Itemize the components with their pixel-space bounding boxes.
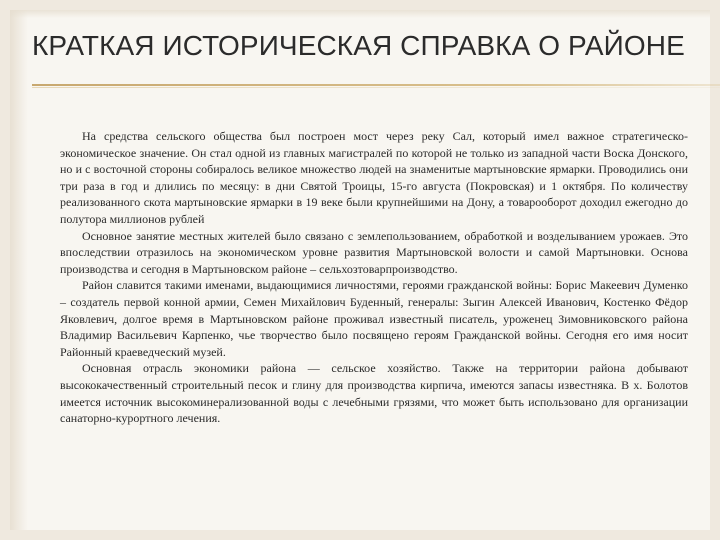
body-text [60, 128, 688, 427]
paragraph-notable-people: Район славится такими именами, выдающимися личностями, героями гражданской войны: Борис Макеевич Думенко – создатель первой конной армии, Семен Михайлович Буденный, генералы: Зыгин Алексей Иванович, Костенко Фёдор Яковлевич, долгое время в Мартыновском районе проживал известный писатель, уроженец Зимовниковского района Владимир Васильевич Карпенко, чье творчество было посвящено героям Гражданской войны. Сегодня его имя носит Районный краеведческий музей. [60, 278, 688, 359]
title-underline [32, 84, 720, 86]
paragraph-economy: Основная отрасль экономики района — сельское хозяйство. Также на территории района добывают высококачественный строительный песок и глину для производства кирпича, имеются запасы известняка. В х. Болотов имеется источник высокоминерализованной воды с лечебными грязями, что может быть использовано для организации санаторно-курортного лечения. [60, 361, 688, 426]
paragraph-agriculture: Основное занятие местных жителей было связано с землепользованием, обработкой и возделыванием урожаев. Это впоследствии отразилось на экономическом уровне развития Мартыновской волости и самой Мартыновки. Основа производства и сегодня в Мартыновском районе – сельхозтоварпроизводство. [60, 228, 688, 276]
title-underline-secondary [32, 87, 720, 88]
left-shade [10, 10, 28, 530]
slide-title: КРАТКАЯ ИСТОРИЧЕСКАЯ СПРАВКА О РАЙОНЕ [32, 30, 685, 61]
top-shade [10, 10, 710, 18]
paragraph-bridge: На средства сельского общества был построен мост через реку Сал, который имел важное стратегическо-экономическое значение. Он стал одной из главных магистралей по которой не только из западной части Воска Донского, но и с восточной стороны собиралось великое множество людей на знаменитые мартыновские ярмарки. Проводились они три раза в год и длились по месяцу: в дни Святой Троицы, 15-го августа (Покровская) и 1 октября. По количеству реализованного скота мартыновские ярмарки в 19 веке были крупнейшими на Дону, а товарооборот доходил ежегодно до полутора миллионов рублей [60, 129, 688, 226]
